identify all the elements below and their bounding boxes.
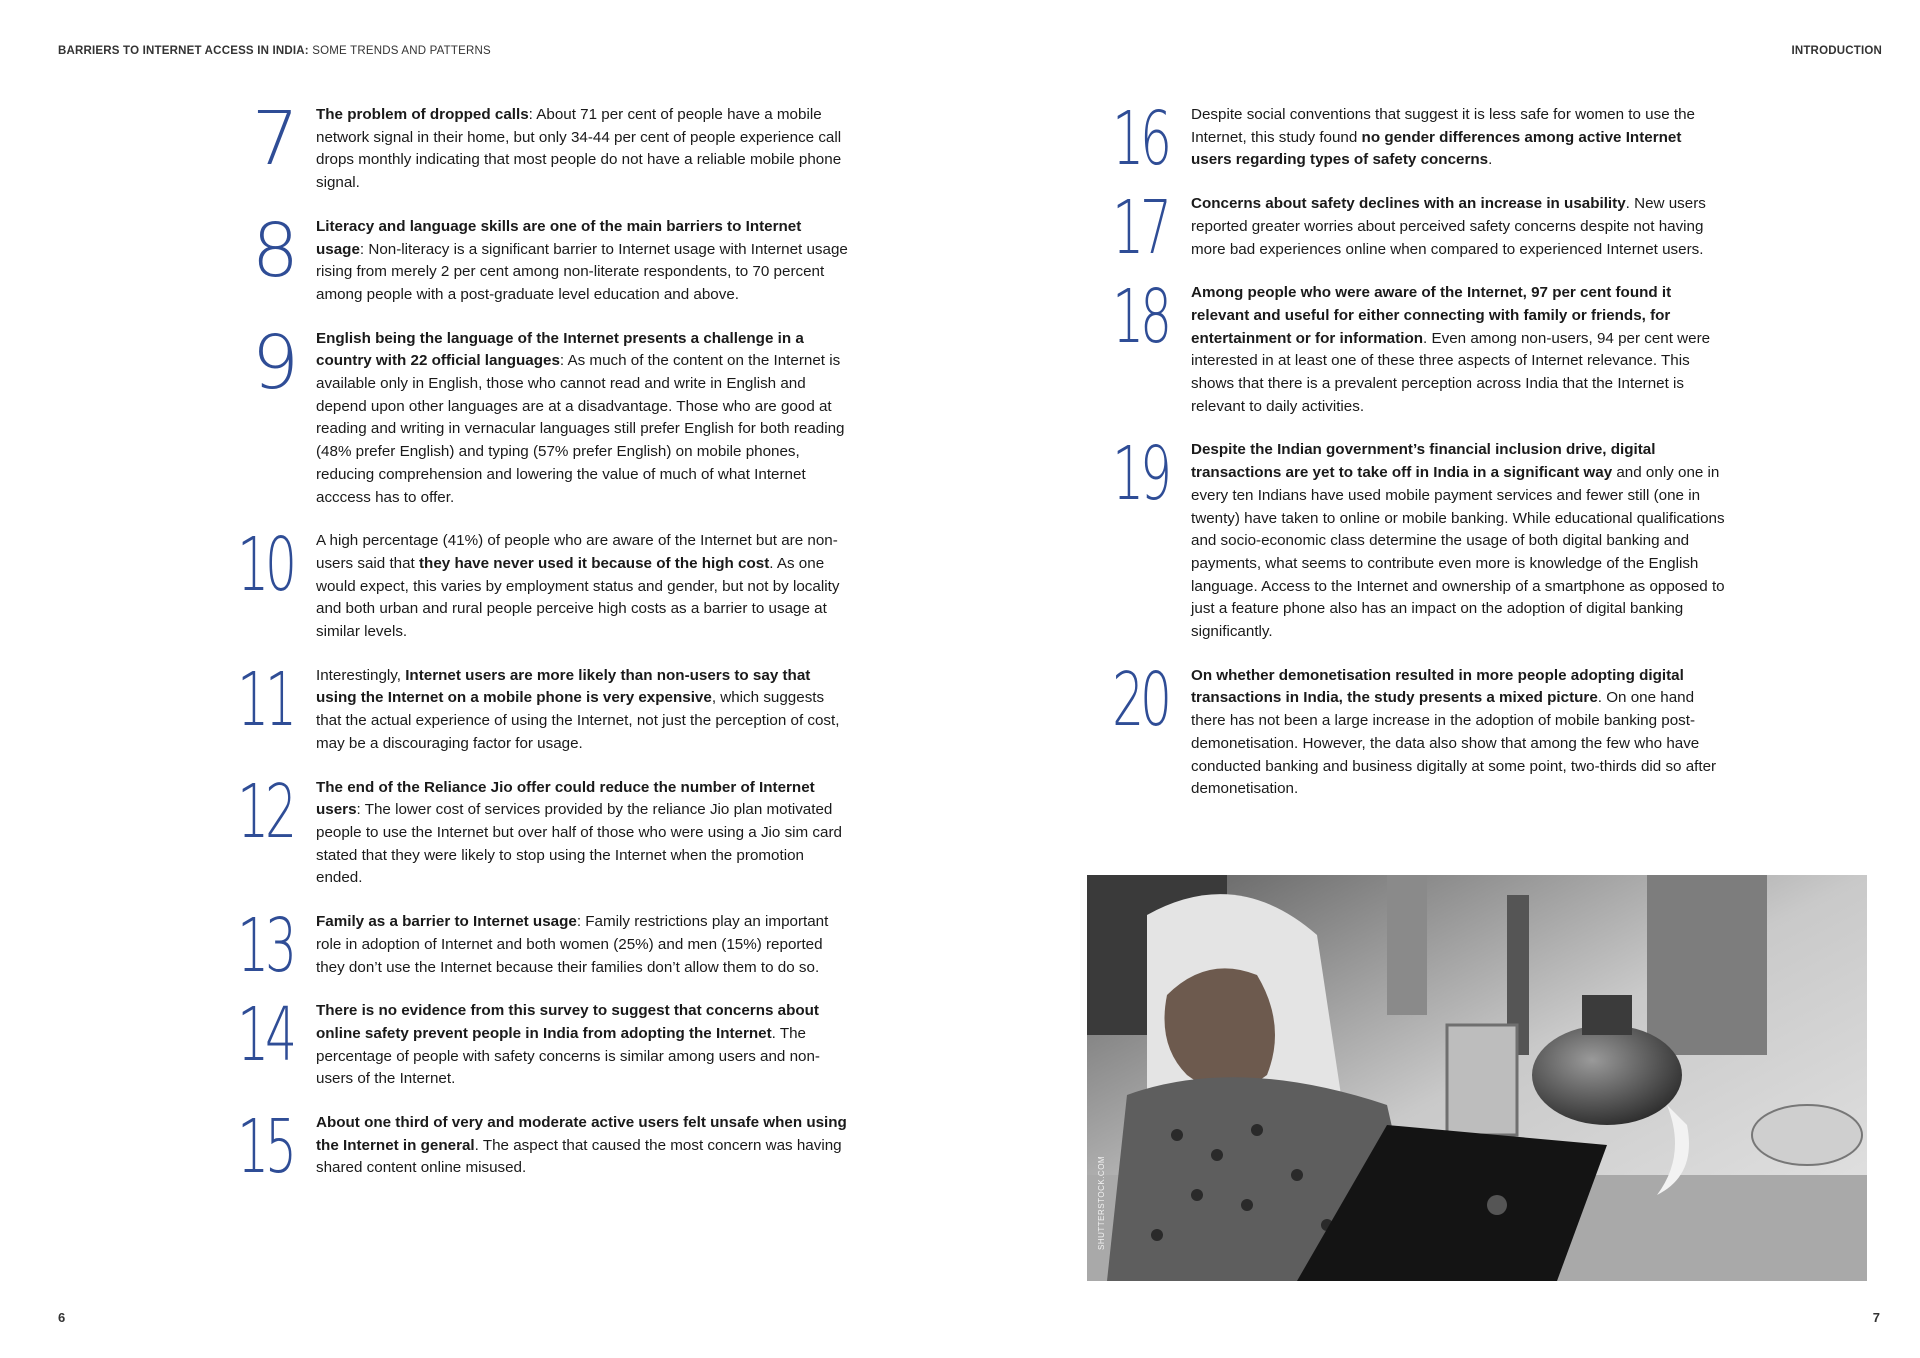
key-finding-16 bbox=[1075, 96, 1725, 182]
left-column bbox=[200, 96, 850, 1201]
finding-text bbox=[316, 216, 850, 307]
finding-number: 16 bbox=[1112, 96, 1168, 182]
finding-text bbox=[1191, 193, 1725, 261]
finding-number: 15 bbox=[237, 1104, 293, 1191]
finding-body: : The lower cost of services provided by the reliance Jio plan motivated people to use the Internet but over half of those who were using a Jio sim card stated that they were likely to stop using the Internet when the promotion ended. bbox=[316, 801, 842, 887]
finding-body: . Even among non-users, 94 per cent were interested in at least one of these three aspects of Internet relevance. This shows that there is a prevalent perception across India that the Internet is relevant to daily activities. bbox=[1191, 329, 1711, 415]
key-finding-13 bbox=[200, 903, 850, 990]
finding-number: 20 bbox=[1112, 656, 1168, 743]
finding-text bbox=[316, 777, 850, 891]
finding-body: . bbox=[1488, 151, 1493, 169]
finding-body: . The percentage of people with safety concerns is similar among users and non-users of the Internet. bbox=[316, 1024, 820, 1088]
finding-highlight: The end of the Reliance Jio offer could reduce the number of Internet users bbox=[316, 778, 815, 819]
finding-text bbox=[1191, 282, 1725, 418]
key-finding-7 bbox=[200, 96, 850, 195]
finding-number: 10 bbox=[237, 522, 293, 609]
finding-number: 19 bbox=[1112, 431, 1168, 518]
finding-highlight: Concerns about safety declines with an increase in usability bbox=[1191, 195, 1626, 213]
finding-text bbox=[316, 911, 850, 979]
key-finding-14 bbox=[200, 992, 850, 1091]
page-number-left: 6 bbox=[58, 1310, 66, 1325]
key-finding-11 bbox=[200, 656, 850, 756]
finding-highlight: About one third of very and moderate active users felt unsafe when using the Internet in general bbox=[316, 1114, 847, 1154]
finding-number: 18 bbox=[1112, 274, 1168, 361]
finding-body: . On one hand there has not been a large increase in the adoption of mobile banking post-demonetisation. However, the data also show that among the few who have conducted banking and business digitally at some point, two-thirds did so after demonetisation. bbox=[1191, 689, 1717, 798]
finding-body: A high percentage (41%) of people who are aware of the Internet but are non-users said that bbox=[316, 532, 838, 572]
key-finding-15 bbox=[200, 1104, 850, 1191]
finding-text bbox=[316, 530, 850, 644]
finding-number: 9 bbox=[251, 319, 293, 406]
finding-number: 13 bbox=[237, 903, 293, 990]
finding-text bbox=[316, 1000, 850, 1091]
finding-number: 12 bbox=[237, 768, 293, 855]
finding-body: : As much of the content on the Internet is available only in English, those who cannot read and write in English and depend upon other languages are at a disadvantage. Those who are good at reading and writing in vernacular languages still prefer English for both reading (48% prefer English) and typing (57% prefer English) on mobile phones, reducing comprehension and lowering the value of much of what Internet acccess has to offer. bbox=[316, 352, 845, 506]
photo-credit: SHUTTERSTOCK.COM bbox=[1097, 1155, 1106, 1250]
finding-body: : Non-literacy is a significant barrier to Internet usage with Internet usage rising from merely 2 per cent among non-literate respondents, to 70 percent among people with a post-graduate level education and above. bbox=[316, 240, 848, 303]
header-subtitle: SOME TRENDS AND PATTERNS bbox=[308, 45, 491, 57]
page-number-right: 7 bbox=[1872, 1310, 1880, 1325]
finding-highlight: English being the language of the Internet presents a challenge in a country with 22 official languages bbox=[316, 329, 804, 370]
finding-number: 8 bbox=[251, 207, 293, 294]
key-finding-10 bbox=[200, 522, 850, 644]
finding-body: : Family restrictions play an important role in adoption of Internet and both women (25%) and men (15%) reported they don’t use the Internet because their families don’t allow them to do so. bbox=[316, 913, 829, 976]
right-column bbox=[1075, 96, 1725, 822]
finding-text bbox=[1191, 104, 1725, 172]
finding-highlight: Despite the Indian government’s financial inclusion drive, digital transactions are yet to take off in India in a significant way bbox=[1191, 441, 1656, 482]
finding-number: 7 bbox=[251, 96, 293, 182]
finding-body: . The aspect that caused the most concern was having shared content online misused. bbox=[316, 1136, 842, 1177]
section-label: INTRODUCTION bbox=[1791, 45, 1882, 57]
finding-body: Interestingly, bbox=[316, 666, 406, 684]
key-finding-9 bbox=[200, 319, 850, 510]
finding-text bbox=[316, 328, 850, 510]
photo-woman-with-laptop bbox=[1087, 875, 1867, 1281]
finding-text bbox=[1191, 439, 1725, 643]
finding-body: . New users reported greater worries about perceived safety concerns despite not having more bad experiences online when compared to experienced Internet users. bbox=[1191, 195, 1706, 258]
finding-highlight: Family as a barrier to Internet usage bbox=[316, 913, 577, 931]
running-header bbox=[58, 45, 491, 57]
finding-body: . As one would expect, this varies by employment status and gender, but not by locality and both urban and rural people perceive high costs as a barrier to usage at similar levels. bbox=[316, 554, 840, 641]
key-finding-17 bbox=[1075, 185, 1725, 272]
finding-highlight: There is no evidence from this survey to suggest that concerns about online safety prevent people in India from adopting the Internet bbox=[316, 1002, 819, 1042]
key-finding-19 bbox=[1075, 431, 1725, 643]
finding-text bbox=[1191, 665, 1725, 801]
key-finding-8 bbox=[200, 207, 850, 307]
finding-highlight: no gender differences among active Internet users regarding types of safety concerns bbox=[1191, 128, 1682, 169]
finding-body: : About 71 per cent of people have a mobile network signal in their home, but only 34-44 per cent of people experience call drops monthly indicating that most people do not have a reliable mobile phone signal. bbox=[316, 106, 842, 192]
finding-text bbox=[316, 1112, 850, 1180]
key-finding-18 bbox=[1075, 274, 1725, 418]
finding-highlight: On whether demonetisation resulted in more people adopting digital transactions in India, the study presents a mixed picture bbox=[1191, 666, 1684, 707]
finding-body: Despite social conventions that suggest it is less safe for women to use the Internet, this study found bbox=[1191, 106, 1695, 146]
finding-highlight: Among people who were aware of the Internet, 97 per cent found it relevant and useful for either connecting with family or friends, for entertainment or for information bbox=[1191, 284, 1672, 347]
key-finding-20 bbox=[1075, 656, 1725, 801]
finding-text bbox=[316, 104, 850, 195]
finding-text bbox=[316, 665, 850, 756]
key-finding-12 bbox=[200, 768, 850, 891]
finding-number: 11 bbox=[237, 656, 293, 743]
finding-highlight: Internet users are more likely than non-users to say that using the Internet on a mobile phone is very expensive bbox=[316, 666, 811, 707]
photo-illustration bbox=[1087, 875, 1867, 1281]
finding-highlight: Literacy and language skills are one of the main barriers to Internet usage bbox=[316, 217, 802, 258]
finding-number: 14 bbox=[237, 992, 293, 1079]
finding-body: and only one in every ten Indians have used mobile payment services and fewer still (one in twenty) have taken to online or mobile banking. While educational qualifications and socio-economic class determine the usage of both digital banking and payments, what seems to contribute even more is knowledge of the English language. Access to the Internet and ownership of a smartphone as opposed to just a feature phone also has an impact on the adoption of digital banking significantly. bbox=[1191, 464, 1725, 641]
finding-highlight: The problem of dropped calls bbox=[316, 106, 529, 123]
finding-number: 17 bbox=[1112, 185, 1168, 272]
header-title: BARRIERS TO INTERNET ACCESS IN INDIA: bbox=[58, 45, 309, 57]
finding-body: , which suggests that the actual experience of using the Internet, not just the perception of cost, may be a discouraging factor for usage. bbox=[316, 689, 840, 752]
finding-highlight: they have never used it because of the high cost bbox=[419, 554, 770, 572]
